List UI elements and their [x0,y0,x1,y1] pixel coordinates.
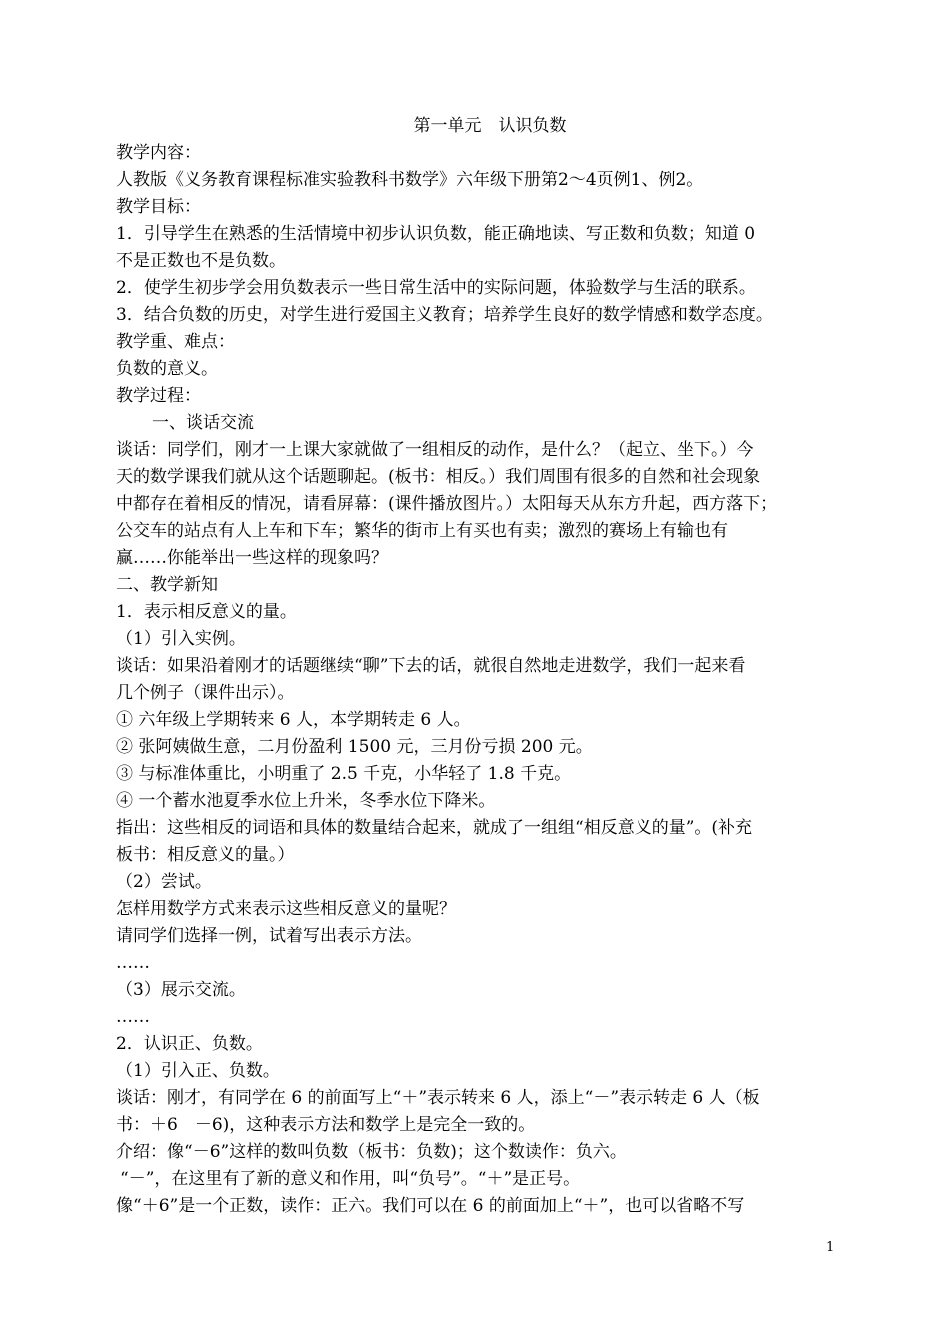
paragraph-line: 谈话：刚才，有同学在 6 的前面写上“＋”表示转来 6 人，添上“－”表示转走 6 人（板 [116,1088,760,1108]
paragraph-line: 指出：这些相反的词语和具体的数量结合起来，就成了一组组“相反意义的量”。(补充 [116,818,753,838]
list-item: ④ 一个蓄水池夏季水位上升米，冬季水位下降米。 [116,791,496,811]
paragraph-line: （1）引入实例。 [116,629,246,649]
paragraph-line: 3．结合负数的历史，对学生进行爱国主义教育；培养学生良好的数学情感和数学态度。 [116,305,773,325]
paragraph-line: 像“＋6”是一个正数，读作：正六。我们可以在 6 的前面加上“＋”，也可以省略不写 [116,1196,745,1216]
paragraph-line: 书：＋6 －6)，这种表示方法和数学上是完全一致的。 [116,1115,536,1135]
paragraph-line: （3）展示交流。 [116,980,246,1000]
section-heading-keypoints: 教学重、难点： [116,332,235,352]
paragraph-line: （1）引入正、负数。 [116,1061,280,1081]
paragraph-line: 公交车的站点有人上车和下车；繁华的街市上有买也有卖；激烈的赛场上有输也有 [116,521,728,541]
paragraph-line: 请同学们选择一例，试着写出表示方法。 [116,926,422,946]
paragraph-line: 1．表示相反意义的量。 [116,602,297,622]
list-item: ② 张阿姨做生意，二月份盈利 1500 元，三月份亏损 200 元。 [116,737,593,757]
list-item: ① 六年级上学期转来 6 人，本学期转走 6 人。 [116,710,471,730]
paragraph-line: 几个例子（课件出示）。 [116,683,295,703]
paragraph-line: 怎样用数学方式来表示这些相反意义的量呢？ [116,899,456,919]
paragraph-line: 不是正数也不是负数。 [116,251,286,271]
paragraph-line: 人教版《义务教育课程标准实验教科书数学》六年级下册第2～4页例1、例2。 [116,170,704,190]
subsection-heading: 二、教学新知 [116,575,218,595]
page-title: 第一单元 认识负数 [413,116,567,136]
paragraph-line: 中都存在着相反的情况，请看屏幕：(课件播放图片。）太阳每天从东方升起，西方落下； [116,494,778,514]
paragraph-line: 2．使学生初步学会用负数表示一些日常生活中的实际问题，体验数学与生活的联系。 [116,278,756,298]
paragraph-line: 1．引导学生在熟悉的生活情境中初步认识负数，能正确地读、写正数和负数；知道 0 [116,224,756,244]
paragraph-line: 谈话：同学们，刚才一上课大家就做了一组相反的动作，是什么？（起立、坐下。）今 [116,440,754,460]
paragraph-line: 谈话：如果沿着刚才的话题继续“聊”下去的话，就很自然地走进数学，我们一起来看 [116,656,746,676]
section-heading-content: 教学内容： [116,143,201,163]
paragraph-line: 赢……你能举出一些这样的现象吗？ [116,548,388,568]
paragraph-line: “－”，在这里有了新的意义和作用，叫“负号”。“＋”是正号。 [120,1169,581,1189]
paragraph-line: 天的数学课我们就从这个话题聊起。(板书：相反。）我们周围有很多的自然和社会现象 [116,467,761,487]
paragraph-line: 介绍：像“－6”这样的数叫负数（板书：负数)；这个数读作：负六。 [116,1142,627,1162]
ellipsis-line: …… [116,953,150,973]
section-heading-goals: 教学目标： [116,197,201,217]
paragraph-line: 板书：相反意义的量。） [116,845,295,865]
section-heading-process: 教学过程： [116,386,201,406]
ellipsis-line: …… [116,1007,150,1027]
document-body [116,113,840,1220]
list-item: ③ 与标准体重比，小明重了 2.5 千克，小华轻了 1.8 千克。 [116,764,572,784]
paragraph-line: 2．认识正、负数。 [116,1034,263,1054]
paragraph-line: 负数的意义。 [116,359,218,379]
subsection-heading: 一、谈话交流 [152,413,254,433]
paragraph-line: （2）尝试。 [116,872,212,892]
page-number: 1 [826,1240,835,1255]
